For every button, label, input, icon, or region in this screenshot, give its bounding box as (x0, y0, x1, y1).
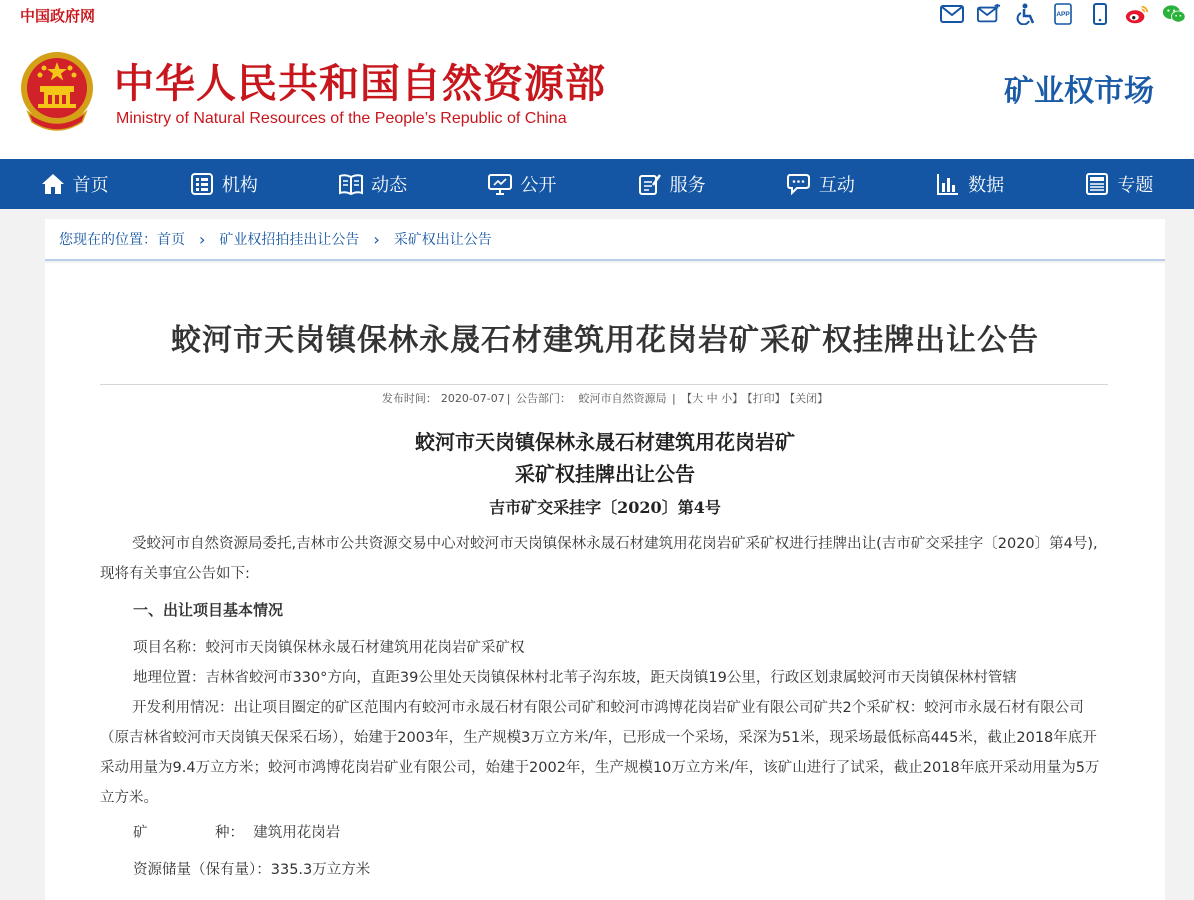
main-nav (0, 159, 1194, 209)
nav-item-service[interactable] (597, 159, 746, 209)
project-location (133, 663, 1141, 693)
project-name: 项目名称：蛟河市天岗镇保林永晟石材建筑用花岗岩矿采矿权 (133, 640, 525, 656)
bar-chart-icon (936, 172, 960, 196)
org-icon (190, 172, 214, 196)
meta-date: 2020-07-07 (440, 392, 505, 405)
article-meta: 发布时间： 2020-07-07 | 公告部门： 蛟河市自然资源局 | 【大 中 小】 【打印】 【关闭】 (381, 392, 829, 405)
location-value: 吉林省蛟河市330°方向，直距39公里处天岗镇保林村北苇子沟东坡，距天岗镇19公里，行政区划隶属蛟河市天岗镇保林村管辖 (205, 670, 1017, 686)
font-size-control[interactable]: 【大 中 小】 (681, 392, 744, 405)
nav-item-news[interactable] (299, 159, 448, 209)
meta-date-label: 发布时间： (381, 392, 437, 405)
site-header (0, 30, 1194, 159)
nav-item-topic[interactable] (1045, 159, 1194, 209)
nav-item-public[interactable] (448, 159, 597, 209)
nav-item-data[interactable] (896, 159, 1045, 209)
site-title: 中华人民共和国自然资源部 (114, 61, 606, 107)
article-container (45, 263, 1165, 900)
kind-label-1: 矿 (133, 825, 148, 841)
meta-dept-label: 公告部门： (515, 392, 571, 405)
nav-label: 数据 (968, 175, 1005, 196)
print-link[interactable]: 【打印】 (747, 392, 786, 405)
breadcrumb-prefix: 您现在的位置： (59, 232, 157, 248)
breadcrumb-mining-rights[interactable]: 矿业权招拍挂出让公告 (219, 232, 360, 248)
nav-label: 公开 (520, 175, 557, 196)
title-divider (100, 384, 1108, 385)
monitor-icon (488, 172, 512, 196)
nav-label: 服务 (669, 175, 706, 196)
nav-item-org[interactable] (149, 159, 298, 209)
breadcrumb-home[interactable]: 首页 (157, 232, 185, 248)
section-heading: 一、出让项目基本情况 (133, 601, 284, 619)
document-number: 吉市矿交采挂字〔2020〕第4号 (489, 498, 721, 517)
mineral-kind (133, 818, 1141, 848)
home-icon (41, 172, 65, 196)
mail-icon[interactable] (940, 2, 964, 26)
nav-label: 专题 (1117, 175, 1154, 196)
nav-label: 首页 (72, 175, 109, 196)
section-name: 矿业权市场 (1004, 74, 1154, 109)
nav-item-interact[interactable] (746, 159, 895, 209)
nav-item-home[interactable] (0, 159, 149, 209)
location-label: 地理位置： (133, 670, 206, 686)
chat-icon (787, 172, 811, 196)
accessibility-icon[interactable] (1014, 2, 1038, 26)
nav-label: 动态 (371, 175, 408, 196)
close-link[interactable]: 【关闭】 (789, 392, 829, 405)
top-icon-bar (927, 2, 1186, 26)
service-icon (638, 172, 662, 196)
newspaper-icon (1085, 172, 1109, 196)
meta-dept: 蛟河市自然资源局 (578, 392, 667, 405)
breadcrumb-separator: › (373, 229, 380, 249)
mobile-icon[interactable] (1088, 2, 1112, 26)
development-paragraph: 开发利用情况：出让项目圈定的矿区范围内有蛟河市永晟石材有限公司矿和蛟河市鸿博花岗岩矿业有限公司矿共2个采矿权：蛟河市永晟石材有限公司（原吉林省蛟河市天岗镇天保采石场），始建于2003年，生产规模3万立方米/年，已形成一个采场，采深为51米，现采场最低标高445米，截止2018年底开采动用量为9.4万立方米；蛟河市鸿博花岗岩矿业有限公司，始建于2002年，生产规模10万立方米/年，该矿山进行了试采，截止2018年底开采动用量为5万立方米。 (100, 700, 1100, 806)
book-icon (339, 172, 363, 196)
wechat-icon[interactable] (1162, 2, 1186, 26)
gov-portal-link[interactable]: 中国政府网 (20, 7, 96, 25)
article-title: 蛟河市天岗镇保林永晟石材建筑用花岗岩矿采矿权挂牌出让公告 (171, 323, 1039, 358)
kind-label-2: 种： (215, 825, 244, 841)
svg-text:APP: APP (1056, 11, 1070, 18)
breadcrumb-current[interactable]: 采矿权出让公告 (393, 232, 492, 248)
mail-edit-icon[interactable] (977, 2, 1001, 26)
intro-paragraph: 受蛟河市自然资源局委托,吉林市公共资源交易中心对蛟河市天岗镇保林永晟石材建筑用花岗岩矿采矿权进行挂牌出让(吉市矿交采挂字〔2020〕第4号),现将有关事宜公告如下: (100, 536, 1098, 582)
site-subtitle: Ministry of Natural Resources of the People’s Republic of China (116, 110, 567, 127)
weibo-icon[interactable] (1125, 2, 1149, 26)
nav-label: 互动 (818, 175, 855, 196)
nav-label: 机构 (221, 175, 258, 196)
breadcrumb (45, 219, 1165, 261)
document-title-line-1: 蛟河市天岗镇保林永晟石材建筑用花岗岩矿 (415, 430, 795, 454)
top-bar (0, 0, 1194, 30)
national-emblem-icon (18, 48, 96, 134)
document-title-line-2: 采矿权挂牌出让公告 (515, 462, 695, 486)
reserves: 资源储量（保有量）：335.3万立方米 (133, 862, 371, 878)
breadcrumb-separator: › (199, 229, 206, 249)
kind-value: 建筑用花岗岩 (253, 825, 341, 841)
app-icon[interactable] (1051, 2, 1075, 26)
document-title (45, 426, 1165, 490)
